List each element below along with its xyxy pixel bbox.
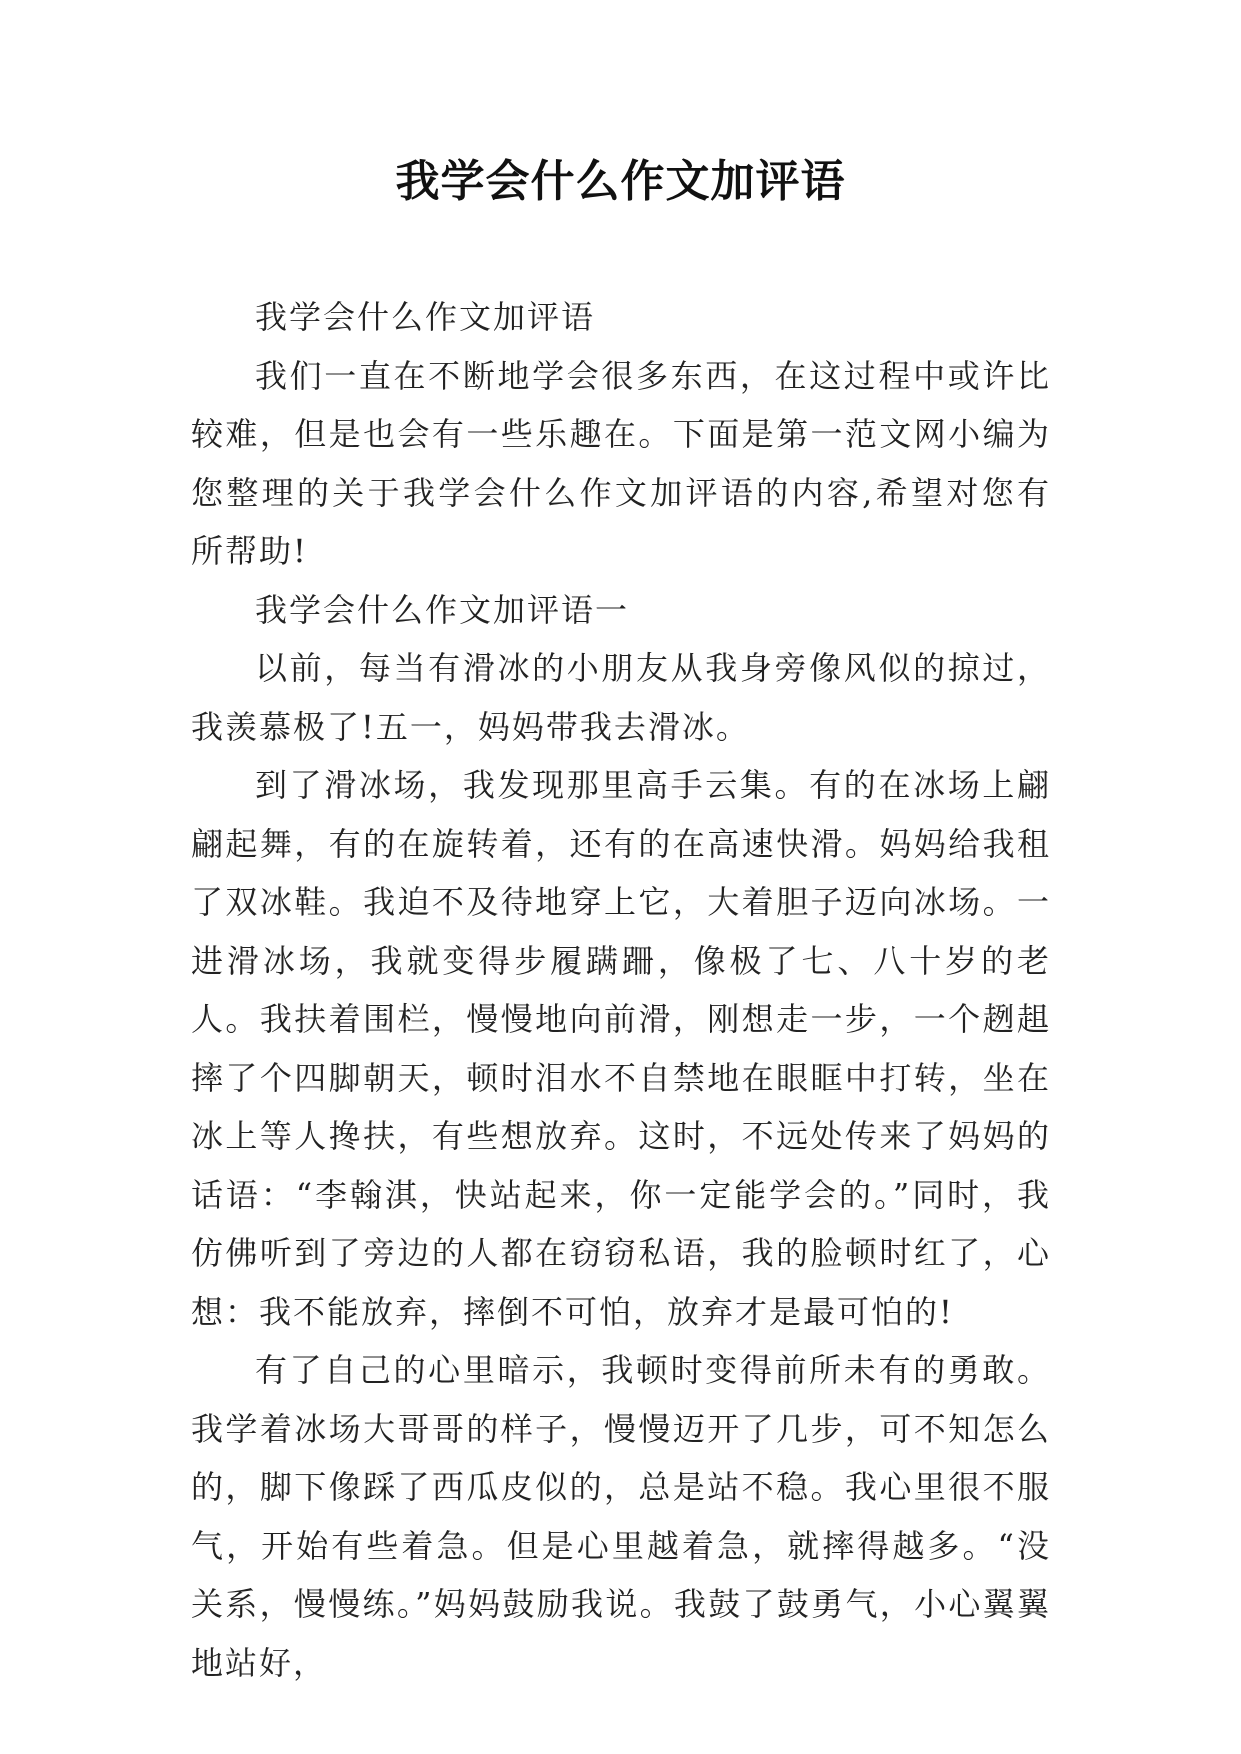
paragraph-section-heading: 我学会什么作文加评语一 [255, 590, 630, 629]
paragraph-essay-3: 有了自己的心里暗示，我顿时变得前所未有的勇敢。我学着冰场大哥哥的样子，慢慢迈开了几步，可不知怎么的，脚下像踩了西瓜皮似的，总是站不稳。我心里很不服气，开始有些着急。但是心里越着急，就摔得越多。“没关系，慢慢练。”妈妈鼓励我说。我鼓了鼓勇气，小心翼翼地站好， [191, 1351, 1051, 1682]
paragraph-heading-repeat: 我学会什么作文加评语 [255, 298, 596, 336]
paragraph-intro: 我们一直在不断地学会很多东西，在这过程中或许比较难，但是也会有一些乐趣在。下面是第一范文网小编为您整理的关于我学会什么作文加评语的内容,希望对您有所帮助! [191, 356, 1051, 570]
paragraph-essay-2: 到了滑冰场，我发现那里高手云集。有的在冰场上翩翩起舞，有的在旋转着，还有的在高速快滑。妈妈给我租了双冰鞋。我迫不及待地穿上它，大着胆子迈向冰场。一进滑冰场，我就变得步履蹒跚，像极了七、八十岁的老人。我扶着围栏，慢慢地向前滑，刚想走一步，一个趔趄摔了个四脚朝天，顿时泪水不自禁地在眼眶中打转，坐在冰上等人搀扶，有些想放弃。这时，不远处传来了妈妈的话语：“李翰淇，快站起来，你一定能学会的。”同时，我仿佛听到了旁边的人都在窃窃私语，我的脸顿时红了，心想：我不能放弃，摔倒不可怕，放弃才是最可怕的! [191, 766, 1051, 1331]
paragraph-essay-1: 以前，每当有滑冰的小朋友从我身旁像风似的掠过，我羡慕极了!五一，妈妈带我去滑冰。 [191, 649, 1051, 746]
document-title: 我学会什么作文加评语 [395, 156, 846, 207]
document-body [191, 288, 1051, 1692]
